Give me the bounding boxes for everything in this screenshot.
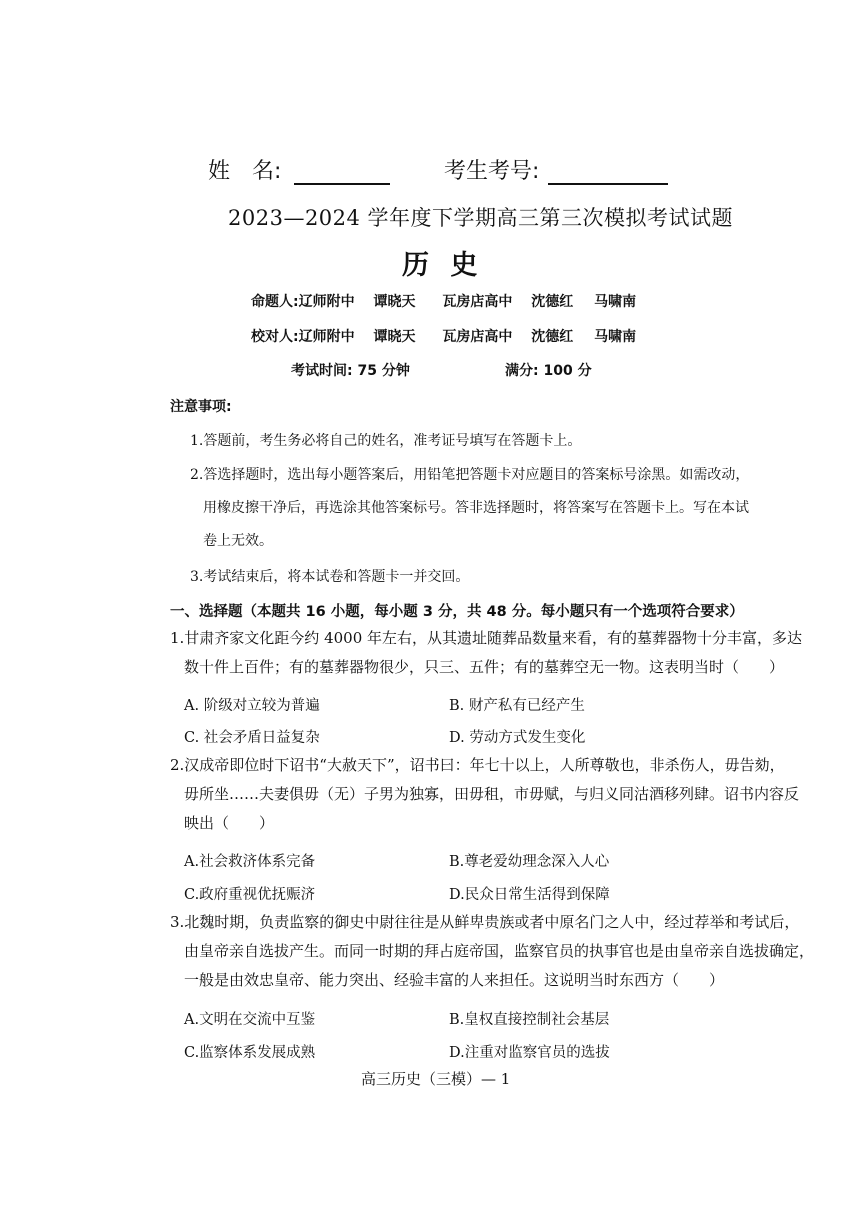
name-label-row	[208, 154, 390, 185]
question-1-option-d: D. 劳动方式发生变化	[449, 730, 586, 746]
question-3-line1: 3.北魏时期，负责监察的御史中尉往往是从鲜卑贵族或者中原名门之人中，经过荐举和考试后，	[170, 913, 800, 931]
question-2-option-a: A.社会救济体系完备	[184, 854, 316, 870]
question-2-line3: 映出（ ）	[184, 814, 275, 832]
question-1-option-c: C. 社会矛盾日益复杂	[184, 730, 320, 746]
question-2-option-b: B.尊老爱幼理念深入人心	[449, 854, 610, 870]
exam-title: 2023—2024 学年度下学期高三第三次模拟考试试题	[228, 206, 734, 230]
section-heading: 一、选择题（本题共 16 小题，每小题 3 分，共 48 分。每小题只有一个选项符合要求）	[170, 604, 744, 620]
question-3-option-a: A.文明在交流中互鉴	[184, 1012, 316, 1028]
name-label: 姓 名:	[208, 159, 282, 184]
author-person2: 沈德红	[531, 294, 574, 310]
author-school1: 辽师附中	[298, 294, 355, 310]
reviewer-school2: 瓦房店高中	[442, 329, 513, 345]
question-2-option-c: C.政府重视优抚赈济	[184, 887, 316, 903]
note-1: 1.答题前，考生务必将自己的姓名，准考证号填写在答题卡上。	[190, 433, 582, 449]
note-2-line2: 用橡皮擦干净后，再选涂其他答案标号。答非选择题时，将答案写在答题卡上。写在本试	[203, 500, 749, 516]
author-person1: 谭晓天	[373, 294, 416, 310]
question-3-option-c: C.监察体系发展成熟	[184, 1045, 316, 1061]
reviewer-row	[251, 326, 636, 346]
reviewer-label: 校对人:	[251, 329, 299, 345]
question-3-option-b: B.皇权直接控制社会基层	[449, 1012, 610, 1028]
page-footer: 高三历史（三模）— 1	[361, 1070, 511, 1088]
author-school2: 瓦房店高中	[442, 294, 513, 310]
reviewer-person2: 沈德红	[531, 329, 574, 345]
note-2-line3: 卷上无效。	[203, 533, 273, 549]
question-1-option-a: A. 阶级对立较为普遍	[184, 698, 320, 714]
question-3-line3: 一般是由效忠皇帝、能力突出、经验丰富的人来担任。这说明当时东西方（ ）	[184, 971, 725, 989]
question-2-option-d: D.民众日常生活得到保障	[449, 887, 610, 903]
reviewer-person1: 谭晓天	[373, 329, 416, 345]
note-2-line1: 2.答选择题时，选出每小题答案后，用铅笔把答题卡对应题目的答案标号涂黑。如需改动，	[190, 467, 750, 483]
question-1-option-b: B. 财产私有已经产生	[449, 698, 585, 714]
exam-score: 满分: 100 分	[505, 363, 592, 379]
author-row	[251, 291, 636, 311]
reviewer-person3: 马啸南	[594, 329, 637, 345]
question-3-line2: 由皇帝亲自选拔产生。而同一时期的拜占庭帝国，监察官员的执事官也是由皇帝亲自选拔确定，	[184, 942, 815, 960]
question-1-line1: 1.甘肃齐家文化距今约 4000 年左右，从其遗址随葬品数量来看，有的墓葬器物十分丰富，多达	[170, 629, 803, 647]
id-blank-line	[548, 161, 668, 185]
question-2-line1: 2.汉成帝即位时下诏书“大赦天下”，诏书曰：年七十以上，人所尊敬也，非杀伤人，毋告劾，	[170, 756, 785, 774]
subject-title: 历 史	[402, 250, 484, 281]
question-3-option-d: D.注重对监察官员的选拔	[449, 1045, 610, 1061]
exam-time: 考试时间: 75 分钟	[291, 363, 410, 379]
name-blank-line	[294, 161, 390, 185]
note-3: 3.考试结束后，将本试卷和答题卡一并交回。	[190, 569, 470, 585]
question-2-line2: 毋所坐……夫妻俱毋（无）子男为独寡，田毋租，市毋赋，与归义同沽酒移列肆。诏书内容反	[184, 785, 800, 803]
author-label: 命题人:	[251, 294, 299, 310]
notes-heading: 注意事项:	[170, 399, 232, 415]
id-label-row	[444, 154, 668, 185]
id-label: 考生考号:	[444, 159, 540, 184]
question-1-line2: 数十件上百件；有的墓葬器物很少，只三、五件；有的墓葬空无一物。这表明当时（ ）	[184, 658, 785, 676]
author-person3: 马啸南	[594, 294, 637, 310]
reviewer-school1: 辽师附中	[298, 329, 355, 345]
